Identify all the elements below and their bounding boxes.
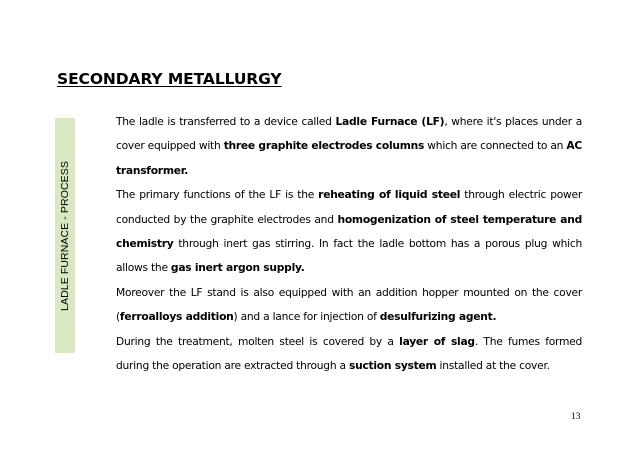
paragraph [116,183,582,281]
text-run: through electric power conducted by the graphite electrodes and [116,188,582,226]
text-run: , where it's places under a cover equipped with [116,115,582,153]
text-run: The primary functions of the LF is the [116,188,319,202]
slide-title: SECONDARY METALLURGY [57,70,282,88]
bold-term: three graphite electrodes columns [223,139,425,153]
text-run: The ladle is transferred to a device called [116,115,336,128]
text-run: which are connected to an [424,139,567,153]
bold-term: ferroalloys addition [119,310,234,324]
page-number: 13 [571,412,581,422]
text-run: installed at the cover. [436,359,550,373]
text-run: ) and a lance for injection of [233,310,380,324]
bold-term: desulfurizing agent. [379,310,497,324]
sidebar-label: LADLE FURNACE - PROCESS [59,160,71,311]
bold-term: layer of slag [399,334,475,348]
paragraph [116,110,582,183]
paragraph [116,330,582,379]
bold-term: Ladle Furnace (LF) [335,115,445,128]
text-run: During the treatment, molten steel is covered by a [116,334,400,348]
bold-term: reheating of liquid steel [318,188,461,202]
paragraph [116,281,582,330]
bold-term: suction system [348,359,437,373]
bold-term: homogenization of steel temperature and chemistry [116,212,582,251]
bold-term: gas inert argon supply. [170,261,305,275]
sidebar-label-box [55,118,75,353]
body-text [116,110,582,378]
text-run: through inert gas stirring. In fact the ladle bottom has a porous plug which allows the [116,237,582,275]
bold-term: AC transformer. [116,139,582,177]
text-run: Moreover the LF stand is also equipped with an addition hopper mounted on the cover ( [116,285,582,324]
text-run: . The fumes formed during the operation are extracted through a [116,334,583,373]
